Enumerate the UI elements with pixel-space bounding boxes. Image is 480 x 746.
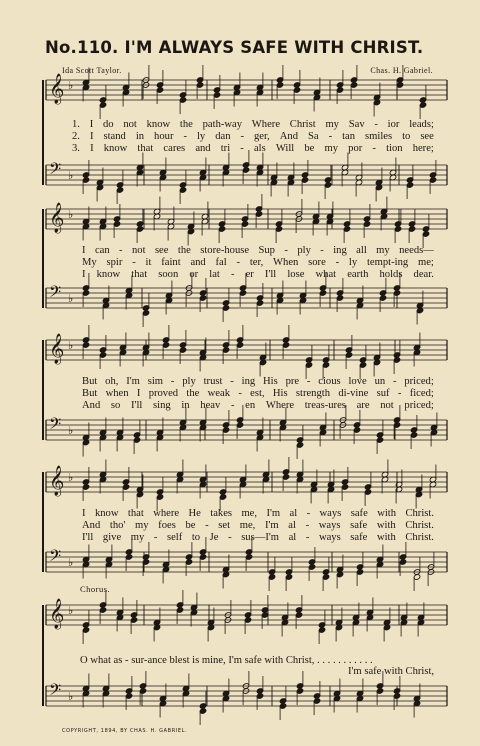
lyric-line-verse-1 xyxy=(72,119,434,131)
lyric-syllable: And xyxy=(82,400,101,411)
lyric-syllable: holds xyxy=(379,269,403,280)
lyric-syllable: the xyxy=(186,388,200,399)
lyric-line-verse-3 xyxy=(72,143,434,155)
lyric-syllable: not xyxy=(131,245,146,256)
lyric-line-verse-2 xyxy=(72,131,434,143)
lyric-syllable: my xyxy=(325,119,339,130)
flat-sign-icon: ♭ xyxy=(68,169,74,182)
lyric-syllable: sore xyxy=(308,257,326,268)
lyric-syllable: un xyxy=(374,376,386,387)
lyric-syllable: path-way xyxy=(202,119,243,130)
lyric-syllable: I'm xyxy=(264,520,279,531)
music-credit: Chas. H. Gabriel. xyxy=(370,66,433,75)
lyric-syllable: spir xyxy=(106,257,123,268)
lyric-syllable: - xyxy=(240,131,245,142)
lyric-line-verse-1 xyxy=(82,245,434,257)
lyric-syllable: dear. xyxy=(413,269,434,280)
lyric-syllable: Sav xyxy=(348,119,365,130)
lyric-syllable: And xyxy=(279,131,298,142)
lyric-syllable: ing xyxy=(333,245,347,256)
lyric-syllable: - xyxy=(374,119,378,130)
lyric-syllable: to xyxy=(402,131,411,142)
flat-sign-icon: ♭ xyxy=(68,339,74,352)
lyric-syllable: I'm xyxy=(126,376,140,387)
lyric-syllable: I'll xyxy=(131,400,143,411)
lyric-syllable: and xyxy=(195,143,211,154)
lyric-syllable: stand xyxy=(103,131,126,142)
lyric-syllable: do xyxy=(102,119,114,130)
lyric-syllable: I'm xyxy=(266,508,281,519)
lyric-syllable: I'll xyxy=(264,269,277,280)
flat-sign-icon: ♭ xyxy=(68,292,74,305)
lyric-syllable: safe xyxy=(350,532,368,543)
lyric-syllable: give xyxy=(102,532,122,543)
lyric-syllable: - xyxy=(238,388,242,399)
lyric-syllable: or xyxy=(189,269,199,280)
bass-clef-icon: 𝄢 xyxy=(49,415,62,437)
lyric-syllable: - xyxy=(119,245,123,256)
lyric-syllable: - xyxy=(305,532,310,543)
lyric-syllable: store-house xyxy=(200,245,250,256)
lyric-syllable: - xyxy=(306,376,311,387)
lyric-syllable: lat xyxy=(209,269,220,280)
treble-clef-icon: 𝄞 xyxy=(49,203,65,233)
lyric-syllable: Where xyxy=(265,400,295,411)
lyric-syllable: suf xyxy=(376,388,390,399)
lyric-syllable: in xyxy=(181,400,190,411)
lyric-syllable: ing xyxy=(241,376,256,387)
lyric-syllable: ly xyxy=(196,131,206,142)
lyric-syllable: But xyxy=(82,388,98,399)
lyric-syllable: hour xyxy=(154,131,174,142)
chorus-lyric-line-2: I'm safe with Christ, xyxy=(348,666,435,677)
lyric-syllable: earth xyxy=(347,269,369,280)
chorus-lyric-line-1: O what as - sur-ance blest is mine, I'm safe with Christ, . . . . . . . . . . . xyxy=(80,655,373,666)
lyric-syllable: al xyxy=(288,520,296,531)
lyric-syllable: - xyxy=(372,143,376,154)
lyric-syllable: - xyxy=(205,520,209,531)
lyric-syllable: love xyxy=(348,376,367,387)
lyric-syllable: I xyxy=(136,388,141,399)
lyric-syllable: it xyxy=(145,257,152,268)
lyric-syllable: can xyxy=(94,245,110,256)
lyric-syllable: me, xyxy=(241,508,258,519)
lyric-line-verse-3 xyxy=(82,400,434,412)
lyric-syllable: al xyxy=(288,532,297,543)
lyric-syllable: see xyxy=(420,131,434,142)
lyric-syllable: - xyxy=(306,508,311,519)
lyric-syllable: 2. xyxy=(72,131,80,142)
lyric-syllable: treas-ures xyxy=(304,400,346,411)
lyric-syllable: what xyxy=(315,269,337,280)
lyric-syllable: see xyxy=(154,245,169,256)
bass-clef-icon: 𝄢 xyxy=(49,160,62,182)
lyric-syllable: sim xyxy=(147,376,164,387)
lyric-syllable: Christ. xyxy=(405,508,434,519)
flat-sign-icon: ♭ xyxy=(68,690,74,703)
lyric-syllable: He xyxy=(188,508,201,519)
lyric-syllable: ways xyxy=(318,532,341,543)
lyric-syllable: not xyxy=(123,119,137,130)
lyric-line-verse-2 xyxy=(82,520,434,532)
lyric-syllable: takes xyxy=(210,508,233,519)
lyric-syllable: know xyxy=(96,269,121,280)
lyric-syllable: - xyxy=(183,131,187,142)
lyric-syllable: I xyxy=(82,508,86,519)
lyric-syllable: soon xyxy=(158,269,179,280)
lyric-syllable: Sup xyxy=(258,245,275,256)
lyric-syllable: my xyxy=(130,532,145,543)
lyric-syllable: ways xyxy=(318,520,341,531)
lyric-syllable: - xyxy=(328,131,333,142)
lyric-syllable: When xyxy=(273,257,299,268)
lyric-syllable: leads; xyxy=(409,119,434,130)
lyric-syllable: I xyxy=(89,119,94,130)
lyric-syllable: - xyxy=(170,376,175,387)
lyric-syllable: en xyxy=(245,400,256,411)
lyric-syllable: my xyxy=(324,143,339,154)
flat-sign-icon: ♭ xyxy=(68,79,74,92)
lyric-syllable: ter, xyxy=(249,257,264,268)
treble-clef-icon: 𝄞 xyxy=(49,74,65,104)
lyric-syllable: tan xyxy=(342,131,356,142)
lyric-syllable: ficed; xyxy=(409,388,434,399)
lyric-syllable: - xyxy=(153,532,158,543)
lyric-syllable: cious xyxy=(318,376,341,387)
lyric-syllable: - xyxy=(230,400,235,411)
words-credit: Ida Scott Taylor. xyxy=(62,66,122,75)
lyric-syllable: with xyxy=(376,520,396,531)
bass-clef-icon: 𝄢 xyxy=(49,681,62,703)
lyric-syllable: smiles xyxy=(365,131,393,142)
treble-staff xyxy=(46,590,447,644)
lyric-syllable: I xyxy=(82,245,86,256)
lyric-syllable: know xyxy=(94,508,119,519)
lyric-syllable: I xyxy=(82,269,86,280)
lyric-syllable: ply xyxy=(297,245,311,256)
lyric-syllable: are xyxy=(356,400,370,411)
lyric-syllable: where xyxy=(153,508,180,519)
flat-sign-icon: ♭ xyxy=(68,424,74,437)
lyric-syllable: the xyxy=(179,119,193,130)
lyric-syllable: por xyxy=(348,143,363,154)
lyric-syllable: - xyxy=(320,245,324,256)
lyric-line-verse-2 xyxy=(82,257,434,269)
lyric-syllable: 1. xyxy=(72,119,80,130)
lyric-line-verse-1 xyxy=(82,508,434,520)
bass-staff xyxy=(46,671,447,725)
hymn-title: No.110. I'M ALWAYS SAFE WITH CHRIST. xyxy=(45,38,424,57)
lyric-syllable: - xyxy=(240,143,244,154)
lyric-syllable: tion xyxy=(386,143,403,154)
lyric-syllable: when xyxy=(105,388,129,399)
lyric-syllable: that xyxy=(131,269,148,280)
lyric-syllable: be xyxy=(185,520,196,531)
treble-clef-icon: 𝄞 xyxy=(49,334,65,364)
lyric-syllable: - xyxy=(228,532,232,543)
lyric-syllable: my xyxy=(376,245,390,256)
lyric-syllable: I'll xyxy=(82,532,94,543)
lyric-syllable: the xyxy=(177,245,191,256)
lyric-syllable: pre xyxy=(285,376,300,387)
lyric-line-verse-2 xyxy=(82,388,434,400)
lyric-syllable: er xyxy=(245,269,254,280)
lyric-syllable: tri xyxy=(220,143,231,154)
lyric-syllable: Je xyxy=(209,532,219,543)
lyric-syllable: priced; xyxy=(404,376,434,387)
lyric-syllable: est, xyxy=(250,388,265,399)
lyric-syllable: And xyxy=(82,520,101,531)
lyric-syllable: Christ. xyxy=(405,532,434,543)
lyric-syllable: ways xyxy=(319,508,342,519)
flat-sign-icon: ♭ xyxy=(68,604,74,617)
lyric-syllable: know xyxy=(103,143,128,154)
lyric-syllable: me; xyxy=(417,257,434,268)
lyric-syllable: I xyxy=(89,131,94,142)
lyric-syllable: set xyxy=(218,520,231,531)
lyric-syllable: priced; xyxy=(404,400,434,411)
treble-clef-icon: 𝄞 xyxy=(49,466,65,496)
lyric-syllable: so xyxy=(110,400,121,411)
lyric-syllable: - xyxy=(392,376,397,387)
lyric-syllable: - xyxy=(284,245,288,256)
lyric-syllable: strength xyxy=(295,388,331,399)
lyric-syllable: be xyxy=(304,143,315,154)
lyric-syllable: and xyxy=(190,257,206,268)
lyric-line-verse-1 xyxy=(82,376,434,388)
lyric-syllable: 3. xyxy=(72,143,80,154)
copyright-notice: COPYRIGHT, 1894, BY CHAS. H. GABRIEL. xyxy=(62,728,188,734)
treble-clef-icon: 𝄞 xyxy=(49,599,65,629)
lyric-syllable: als xyxy=(253,143,266,154)
lyric-syllable: my xyxy=(134,520,149,531)
lyric-syllable: al xyxy=(289,508,298,519)
lyric-syllable: cares xyxy=(163,143,186,154)
lyric-line-verse-3 xyxy=(82,532,434,544)
lyric-syllable: foes xyxy=(158,520,176,531)
lyric-syllable: that xyxy=(127,508,144,519)
lyric-syllable: sing xyxy=(153,400,171,411)
lyric-syllable: here; xyxy=(412,143,434,154)
lyric-syllable: dan xyxy=(215,131,231,142)
lyric-line-verse-3 xyxy=(82,269,434,281)
lyric-syllable: heav xyxy=(200,400,221,411)
lyric-syllable: lose xyxy=(287,269,305,280)
lyric-syllable: My xyxy=(82,257,97,268)
lyric-syllable: safe xyxy=(350,520,368,531)
lyric-syllable: sus—I'm xyxy=(241,532,280,543)
lyric-syllable: Christ xyxy=(289,119,316,130)
lyric-syllable: tho' xyxy=(109,520,126,531)
lyric-syllable: weak xyxy=(207,388,231,399)
lyric-syllable: needs— xyxy=(399,245,434,256)
lyric-syllable: to xyxy=(191,532,201,543)
bass-clef-icon: 𝄢 xyxy=(49,283,62,305)
lyric-syllable: me, xyxy=(239,520,256,531)
lyric-syllable: Christ. xyxy=(405,520,434,531)
lyric-syllable: faint xyxy=(161,257,181,268)
lyric-syllable: His xyxy=(263,376,278,387)
lyric-syllable: with xyxy=(376,532,396,543)
lyric-syllable: safe xyxy=(350,508,368,519)
flat-sign-icon: ♭ xyxy=(68,471,74,484)
lyric-syllable: - xyxy=(132,257,136,268)
lyric-syllable: not xyxy=(380,400,394,411)
lyric-syllable: ior xyxy=(387,119,400,130)
lyric-syllable: Sa xyxy=(307,131,319,142)
lyric-syllable: But xyxy=(82,376,98,387)
lyric-syllable: - xyxy=(230,269,235,280)
chorus-label: Chorus. xyxy=(80,584,111,594)
lyric-syllable: - xyxy=(230,376,234,387)
lyric-syllable: proved xyxy=(148,388,179,399)
lyric-syllable: - xyxy=(305,520,310,531)
lyric-syllable: His xyxy=(272,388,288,399)
lyric-syllable: ly xyxy=(348,257,358,268)
lyric-syllable: - xyxy=(397,388,402,399)
lyric-syllable: ply xyxy=(182,376,196,387)
lyric-syllable: with xyxy=(377,508,397,519)
lyric-syllable: di-vine xyxy=(338,388,369,399)
lyric-syllable: I xyxy=(90,143,94,154)
bass-clef-icon: 𝄢 xyxy=(49,547,62,569)
lyric-syllable: in xyxy=(135,131,145,142)
lyric-syllable: Will xyxy=(275,143,295,154)
lyric-syllable: self xyxy=(166,532,183,543)
lyric-syllable: know xyxy=(146,119,171,130)
lyric-syllable: trust xyxy=(203,376,223,387)
flat-sign-icon: ♭ xyxy=(68,556,74,569)
lyric-syllable: fal xyxy=(215,257,227,268)
lyric-syllable: - xyxy=(236,257,241,268)
lyric-syllable: ger, xyxy=(254,131,270,142)
lyric-syllable: all xyxy=(356,245,367,256)
lyric-syllable: tempt-ing xyxy=(366,257,409,268)
lyric-syllable: that xyxy=(137,143,154,154)
lyric-syllable: - xyxy=(335,257,340,268)
flat-sign-icon: ♭ xyxy=(68,208,74,221)
lyric-syllable: Where xyxy=(251,119,281,130)
lyric-syllable: oh, xyxy=(105,376,119,387)
